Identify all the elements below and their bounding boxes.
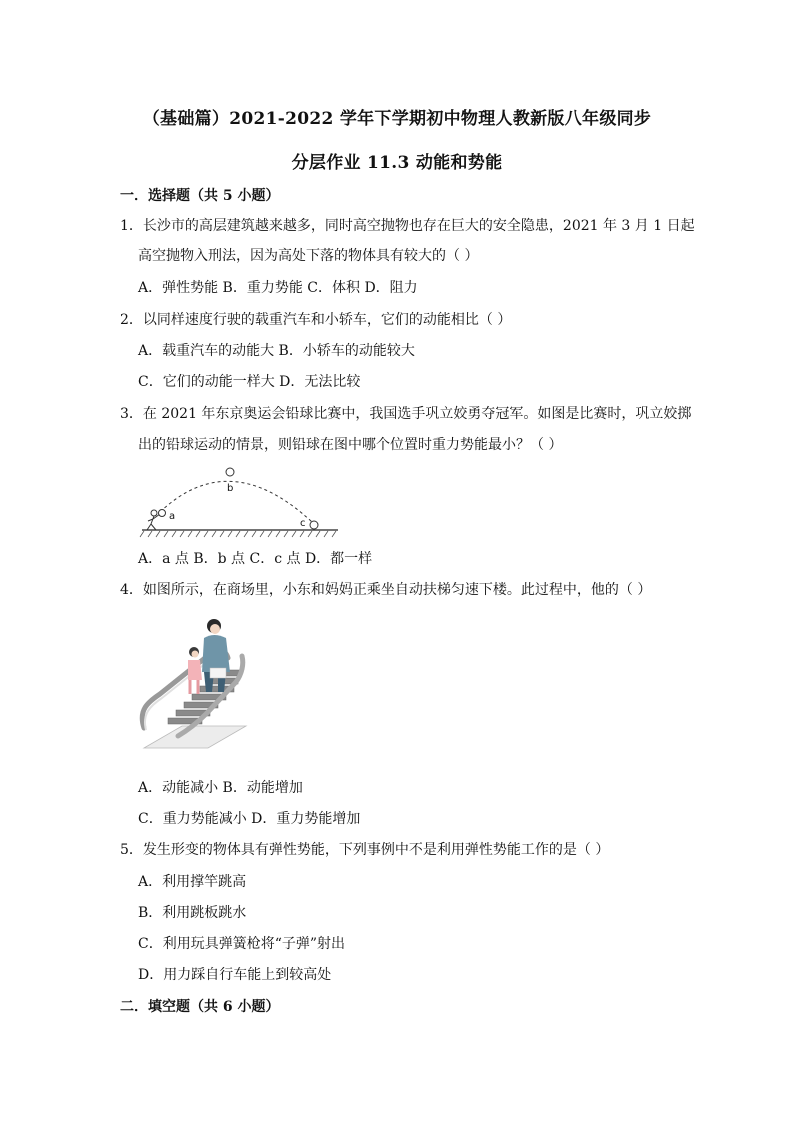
- trajectory-curve: [160, 481, 312, 522]
- document-title-line1: （基础篇）2021-2022 学年下学期初中物理人教新版八年级同步: [142, 109, 652, 129]
- q1-stem-line2: 高空抛物入刑法，因为高处下落的物体具有较大的（ ）: [138, 248, 479, 264]
- escalator-illustration-icon: [138, 610, 250, 760]
- ground-hatching: [140, 531, 336, 537]
- q5-option-a: A．利用撑竿跳高: [138, 874, 247, 890]
- q5-option-d: D．用力踩自行车能上到较高处: [138, 967, 332, 983]
- document-title-line2: 分层作业 11.3 动能和势能: [291, 153, 503, 173]
- label-c: c: [300, 518, 306, 529]
- shot-ball-a: [159, 510, 166, 517]
- label-a: a: [169, 511, 176, 522]
- q1-stem-line1: 1．长沙市的高层建筑越来越多，同时高空抛物也存在巨大的安全隐患，2021 年 3 月 1 日起: [120, 218, 695, 234]
- shot-ball-b: [226, 468, 234, 476]
- q2-options-row1: A．载重汽车的动能大 B．小轿车的动能较大: [138, 343, 415, 359]
- q5-option-b: B．利用跳板跳水: [138, 905, 247, 921]
- q5-option-c: C．利用玩具弹簧枪将“子弹”射出: [138, 936, 346, 952]
- q3-options: A．a 点 B．b 点 C．c 点 D．都一样: [138, 551, 373, 567]
- shot-put-trajectory-diagram: [138, 464, 342, 540]
- q2-options-row2: C．它们的动能一样大 D．无法比较: [138, 374, 361, 390]
- section-heading-fill-in: 二．填空题（共 6 小题）: [120, 999, 280, 1015]
- q1-options: A．弹性势能 B．重力势能 C．体积 D．阻力: [138, 280, 418, 296]
- q4-stem: 4．如图所示，在商场里，小东和妈妈正乘坐自动扶梯匀速下楼。此过程中，他的（ ）: [120, 582, 652, 598]
- q3-stem-line1: 3．在 2021 年东京奥运会铅球比赛中，我国选手巩立姣勇夺冠军。如图是比赛时，巩立姣掷: [120, 406, 692, 422]
- section-heading-choice: 一．选择题（共 5 小题）: [120, 188, 280, 204]
- q4-options-row2: C．重力势能减小 D．重力势能增加: [138, 811, 361, 827]
- q5-stem: 5．发生形变的物体具有弹性势能，下列事例中不是利用弹性势能工作的是（ ）: [120, 842, 610, 858]
- q2-stem: 2．以同样速度行驶的载重汽车和小轿车，它们的动能相比（ ）: [120, 312, 512, 328]
- shot-ball-c: [310, 521, 318, 529]
- q4-options-row1: A．动能减小 B．动能增加: [138, 780, 303, 796]
- label-b: b: [227, 483, 234, 494]
- q3-stem-line2: 出的铅球运动的情景，则铅球在图中哪个位置时重力势能最小？（ ）: [138, 437, 563, 453]
